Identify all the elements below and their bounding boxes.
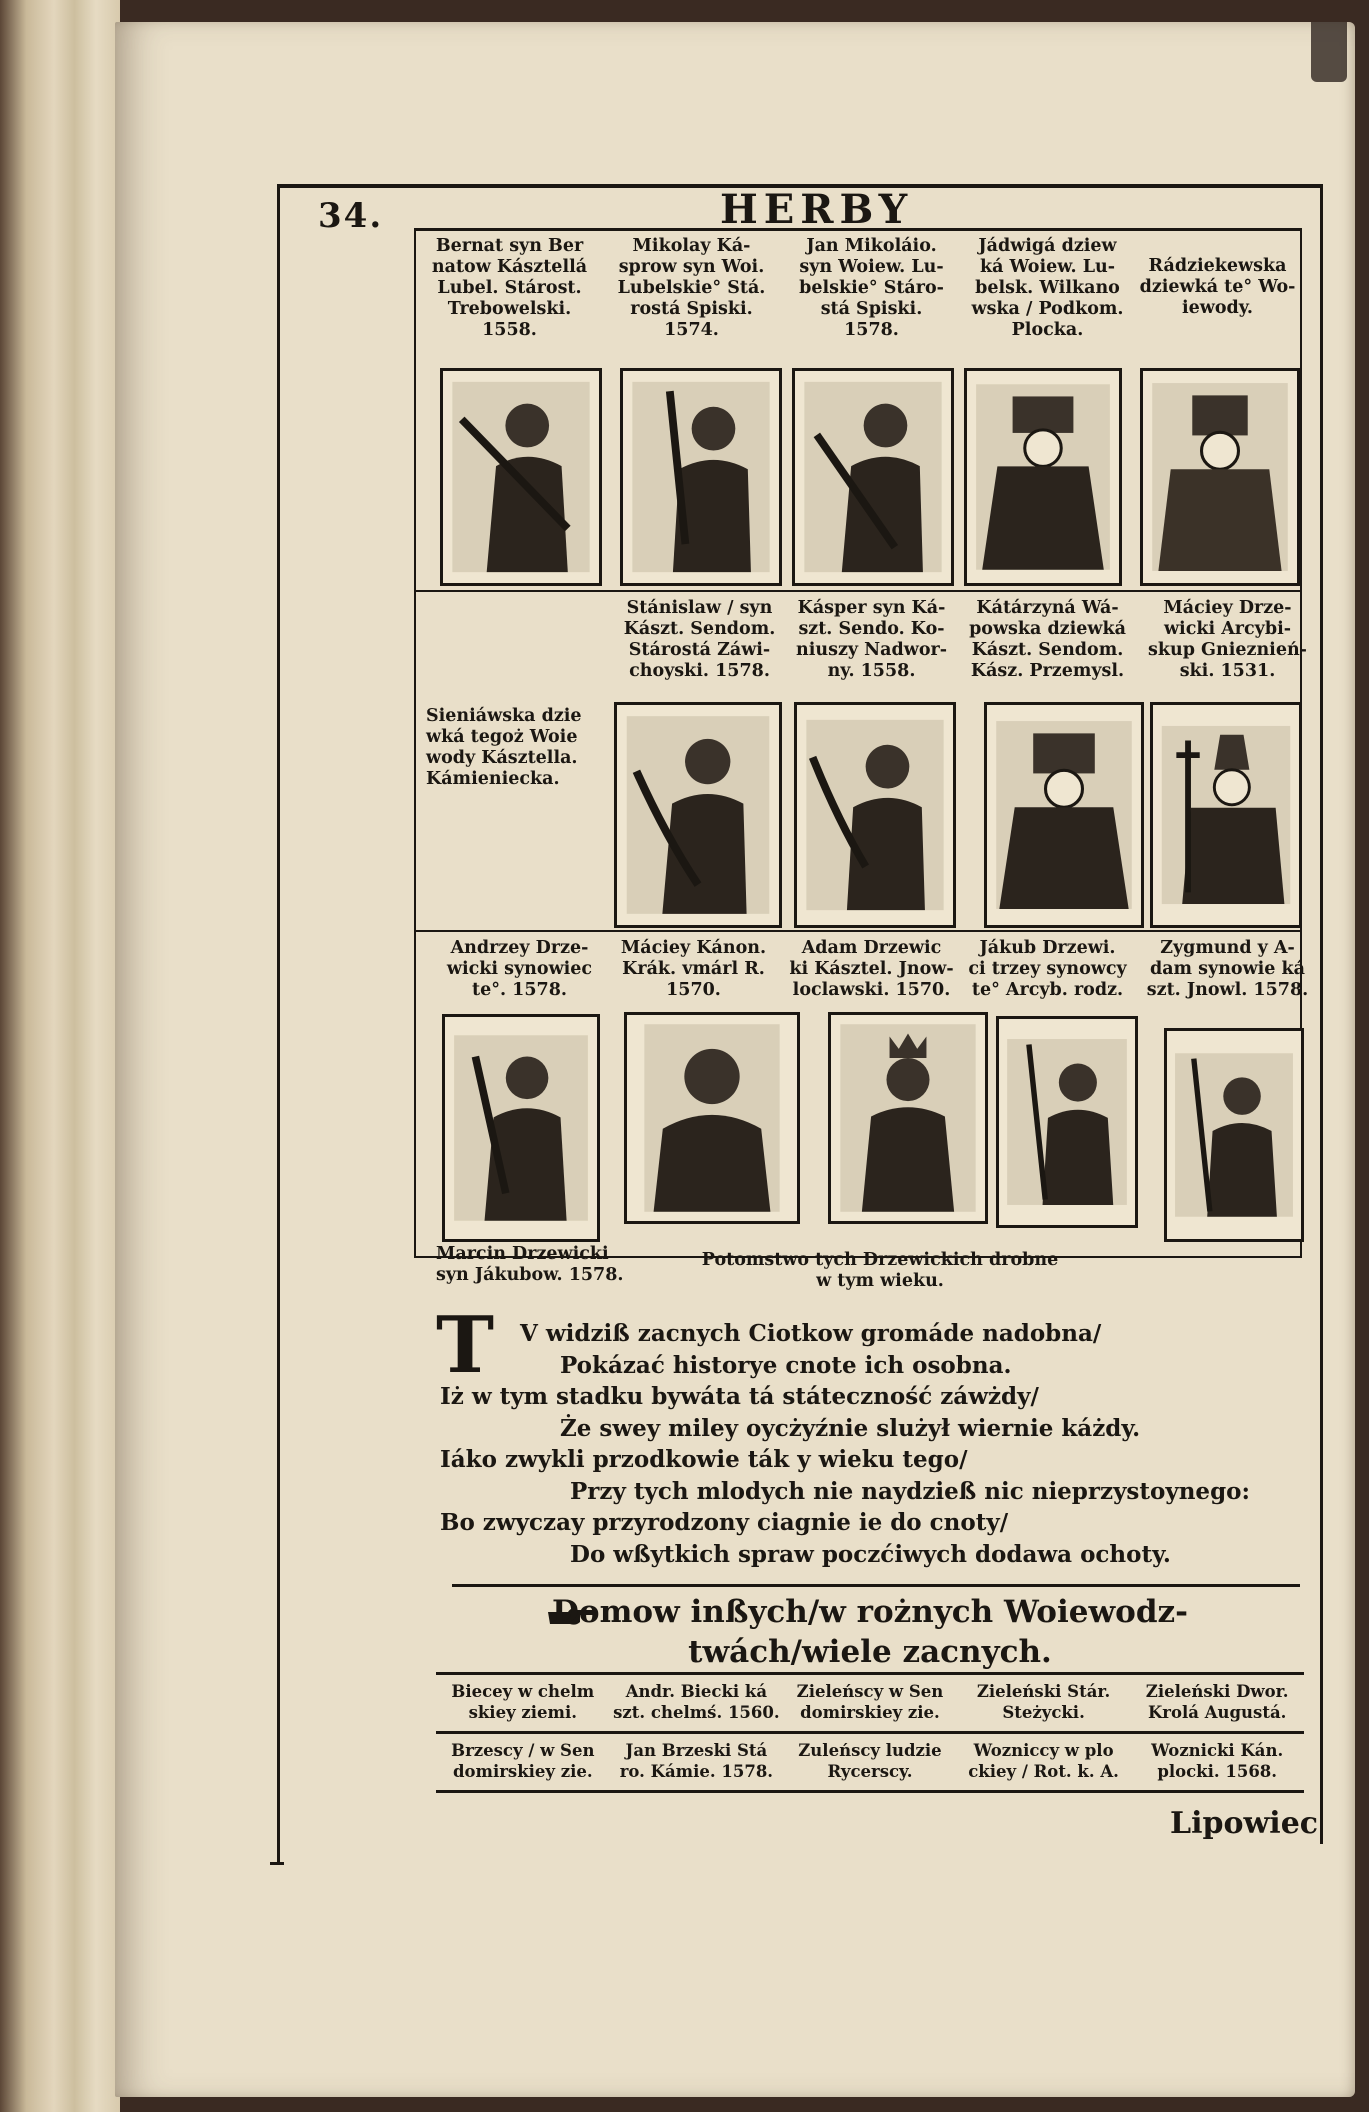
portrait-lady-3 [984, 702, 1144, 928]
poem-line-6: Przy tych mlodych nie naydzieß nic nieprzystoynego: [570, 1477, 1250, 1505]
families-table [436, 1672, 1304, 1793]
book-page-edges [0, 0, 120, 2112]
table-cell: Woznicki Kán. plocki. 1568. [1151, 1741, 1284, 1781]
table-row [436, 1675, 1304, 1734]
portrait-archbishop [1150, 702, 1302, 928]
catchword: Lipowiec [1170, 1806, 1319, 1841]
caption-r3-c4: Jákub Drzewi. ci trzey synowcy te° Arcyb. rodz. [968, 938, 1127, 1000]
caption-r1-c1: Bernat syn Ber natow Kásztellá Lubel. Stárost. Trebowelski. 1558. [431, 236, 588, 340]
portrait-lady-1 [964, 368, 1122, 586]
caption-r1-c2: Mikolay Ká- sprow syn Woi. Lubelskie° Stá. rostá Spiski. 1574. [617, 236, 766, 340]
poem-line-8: Do wßytkich spraw poczćiwych dodawa ochoty. [570, 1540, 1171, 1568]
poem-line-5: Iáko zwykli przodkowie ták y wieku tego/ [440, 1446, 968, 1473]
caption-r1-c4: Jádwigá dziew ká Woiew. Lu- belsk. Wilkano wska / Podkom. Plocka. [971, 236, 1124, 340]
portrait-knight-4 [614, 702, 782, 928]
caption-r3-c3: Adam Drzewic ki Kásztel. Jnow- loclawski. 1570. [789, 938, 954, 1000]
portrait-knight-3 [792, 368, 954, 586]
caption-r3-c1: Andrzey Drze- wicki synowiec te°. 1578. [446, 938, 593, 1000]
portrait-crowned-knight [828, 1012, 988, 1224]
section-rule [452, 1584, 1300, 1587]
caption-r1-c5: Rádziekewska dziewká te° Wo- iewody. [1139, 256, 1296, 318]
poem-line-4: Że swey miley oycżyźnie slużył wiernie káżdy. [560, 1414, 1141, 1442]
row-rule-1 [414, 590, 1302, 592]
portrait-knight-6 [442, 1014, 600, 1242]
table-cell: Jan Brzeski Stá ro. Kámie. 1578. [619, 1741, 774, 1781]
poem-line-2: Pokázać historye cnote ich osobna. [560, 1351, 1012, 1379]
caption-r3-c2: Máciey Kánon. Krák. vmárl R. 1570. [620, 938, 767, 1000]
frame-right-rule [1320, 184, 1323, 1844]
table-cell: Zieleński Dwor. Krolá Augustá. [1145, 1682, 1289, 1722]
portrait-knight-1 [440, 368, 602, 586]
table-cell: Zieleński Stár. Steżycki. [976, 1682, 1111, 1722]
caption-r2-c4: Kátárzyná Wá- powska dziewká Kászt. Sendom. Kász. Przemysl. [969, 598, 1126, 681]
caption-r2-c5: Máciey Drze- wicki Arcybi- skup Gnieznień- ski. 1531. [1148, 598, 1307, 681]
portrait-knight-halberd-1 [996, 1016, 1138, 1228]
table-cell: Zieleńscy w Sen domirskiey zie. [796, 1682, 944, 1722]
caption-r2-c1: Sieniáwska dzie wká tegoż Woie wody Kásztella. Kámieniecka. [426, 706, 582, 789]
portrait-man-in-fur [624, 1012, 800, 1224]
caption-marcin: Marcin Drzewicki syn Jákubow. 1578. [436, 1244, 624, 1285]
frame-inner-left-rule [414, 228, 416, 1256]
poem-dropcap: T [436, 1300, 495, 1391]
table-cell: Zuleńscy ludzie Rycerscy. [798, 1741, 942, 1781]
poem-line-7: Bo zwyczay przyrodzony ciagnie ie do cnoty/ [440, 1509, 1009, 1536]
knight-portrait-icon [443, 371, 599, 583]
caption-r1-c3: Jan Mikoláio. syn Woiew. Lu- belskie° Stáro- stá Spiski. 1578. [799, 236, 944, 340]
frame-left-rule [277, 184, 280, 1864]
page-number: 34. [318, 196, 384, 236]
caption-r3-c5: Zygmund y A- dam synowie ká szt. Jnowl. 1578. [1146, 938, 1309, 1000]
running-title: HERBY [720, 186, 914, 233]
poem-line-3: Iż w tym stadku bywáta tá státeczność záwżdy/ [440, 1383, 1039, 1410]
table-cell: Brzescy / w Sen domirskiey zie. [451, 1741, 595, 1781]
portrait-lady-2 [1140, 368, 1300, 586]
poem [440, 1318, 1300, 1570]
portrait-knight-halberd-2 [1164, 1028, 1304, 1242]
bookmark-ribbon [1311, 22, 1347, 82]
section-heading: Domow inßych/w rożnych Woiewodz- twách/wiele zacnych. [552, 1594, 1188, 1670]
table-cell: Andr. Biecki ká szt. chelmś. 1560. [613, 1682, 780, 1722]
table-cell: Wozniccy w plo ckiey / Rot. k. A. [968, 1741, 1119, 1781]
portrait-knight-2 [620, 368, 782, 586]
table-row [436, 1734, 1304, 1793]
poem-line-1: V widziß zacnych Ciotkow gromáde nadobna/ [520, 1320, 1102, 1347]
table-cell: Biecey w chelm skiey ziemi. [451, 1682, 595, 1722]
row-rule-2 [414, 930, 1302, 932]
caption-r2-c2: Stánislaw / syn Kászt. Sendom. Stárostá Záwi- choyski. 1578. [623, 598, 776, 681]
frame-bottom-mark [270, 1862, 284, 1865]
caption-descendants: Potomstwo tych Drzewickich drobne w tym wieku. [701, 1250, 1059, 1291]
caption-r2-c3: Kásper syn Ká- szt. Sendo. Ko- niuszy Nadwor- ny. 1558. [796, 598, 947, 681]
portrait-knight-5 [794, 702, 956, 928]
